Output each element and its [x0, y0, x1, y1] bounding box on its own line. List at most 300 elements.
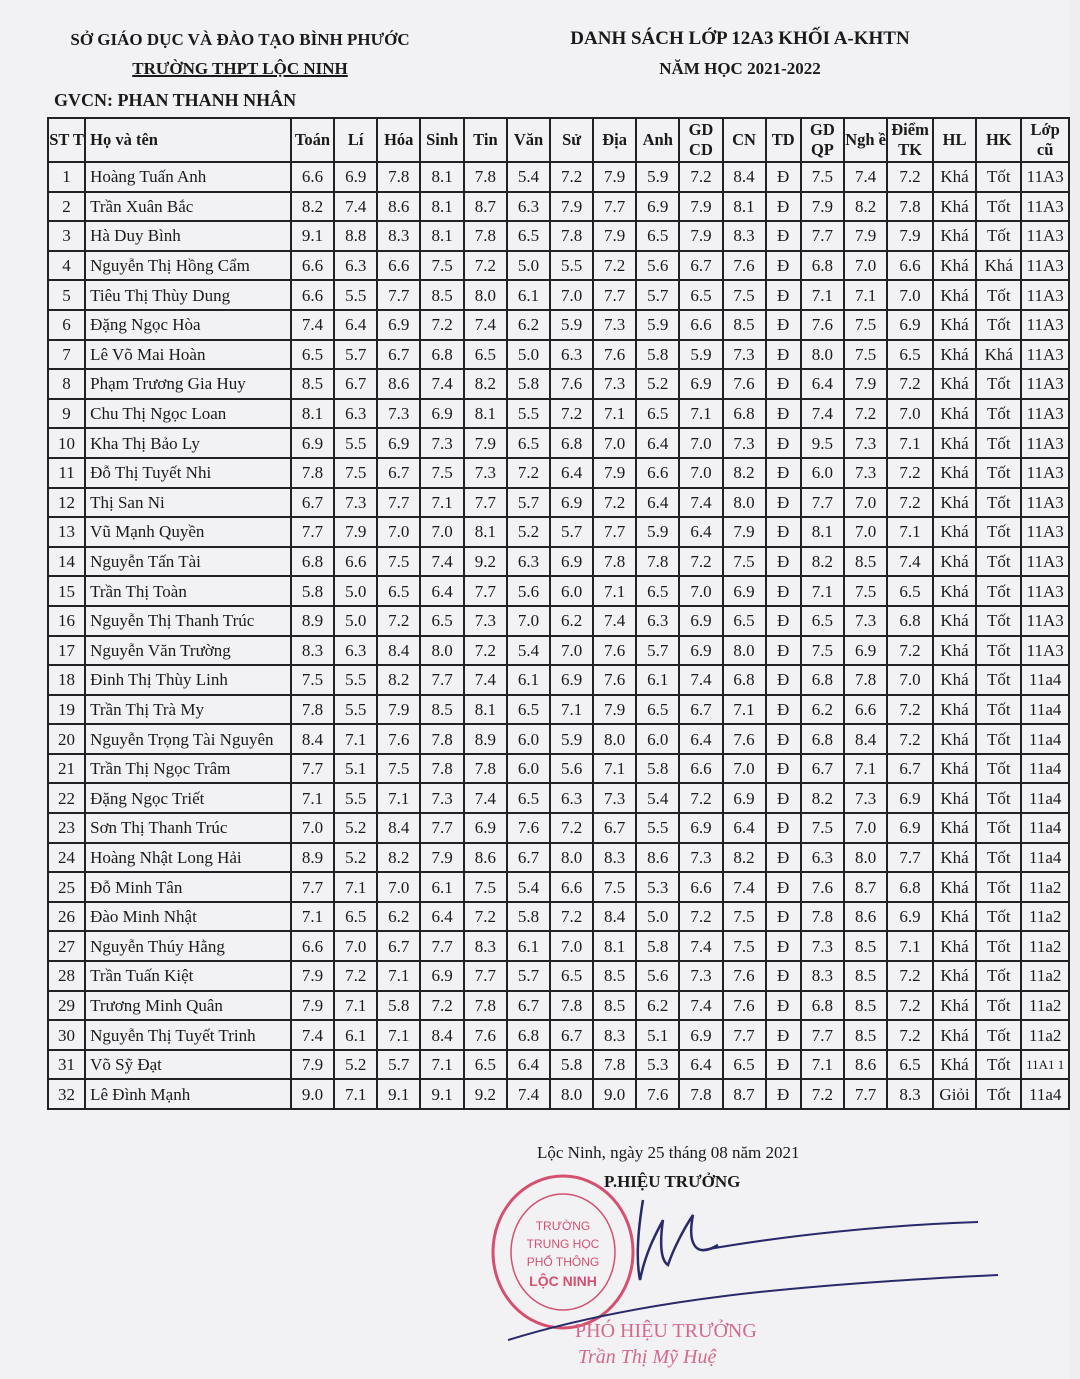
- grade-cell: 7.0: [887, 665, 933, 695]
- grade-cell: 7.6: [723, 991, 766, 1021]
- grade-cell: 7.9: [887, 221, 933, 251]
- grade-cell: 6.3: [801, 843, 844, 873]
- signing-date: Lộc Ninh, ngày 25 tháng 08 năm 2021: [537, 1143, 800, 1162]
- grade-cell: Đ: [766, 162, 801, 192]
- document-title: DANH SÁCH LỚP 12A3 KHỐI A-KHTN: [570, 28, 910, 49]
- grade-cell: 6.9: [420, 399, 463, 429]
- column-header: Điểm TK: [887, 118, 933, 162]
- grade-cell: 6.5: [636, 695, 679, 725]
- grade-cell: 7.5: [377, 754, 420, 784]
- grade-cell: Đ: [766, 724, 801, 754]
- grade-cell: 7.7: [464, 488, 507, 518]
- stamp-signer-name: Trần Thị Mỹ Huệ: [578, 1346, 717, 1368]
- grade-cell: 6.0: [801, 458, 844, 488]
- grade-cell: 7.1: [334, 872, 377, 902]
- table-row: [48, 931, 1069, 961]
- grade-cell: 7.2: [550, 902, 593, 932]
- grade-cell: Đ: [766, 280, 801, 310]
- grade-cell: 8.2: [723, 458, 766, 488]
- grade-cell: 8.6: [464, 843, 507, 873]
- grade-cell: 7.4: [420, 369, 463, 399]
- signer-role: P.HIỆU TRƯỞNG: [604, 1172, 741, 1191]
- grade-cell: Khá: [933, 221, 976, 251]
- grade-cell: 5.7: [377, 1050, 420, 1080]
- grade-cell: 7.4: [291, 310, 335, 340]
- grade-cell: 6.6: [291, 931, 335, 961]
- grade-cell: 8.4: [844, 724, 887, 754]
- grade-cell: 11a2: [1021, 902, 1069, 932]
- grade-cell: 6.8: [801, 251, 844, 281]
- grade-cell: 7.2: [844, 399, 887, 429]
- grade-cell: 6.5: [887, 1050, 933, 1080]
- table-header-row: [48, 118, 1069, 162]
- grade-cell: 6.9: [887, 783, 933, 813]
- table-row: [48, 162, 1069, 192]
- grade-cell: Tốt: [976, 280, 1021, 310]
- grade-cell: 7.6: [593, 665, 636, 695]
- grade-cell: 8.9: [291, 606, 335, 636]
- row-number: 19: [48, 695, 85, 725]
- student-name: Nguyễn Văn Trường: [85, 636, 291, 666]
- grade-cell: 7.7: [377, 280, 420, 310]
- grade-cell: 6.5: [679, 280, 722, 310]
- grade-cell: 7.6: [723, 251, 766, 281]
- grade-cell: 7.3: [464, 458, 507, 488]
- school-year: NĂM HỌC 2021-2022: [659, 59, 821, 78]
- grade-cell: 7.2: [887, 162, 933, 192]
- row-number: 5: [48, 280, 85, 310]
- grade-cell: 6.7: [507, 991, 550, 1021]
- grade-cell: 6.1: [334, 1020, 377, 1050]
- grade-cell: 7.4: [679, 665, 722, 695]
- column-header: GD CD: [679, 118, 722, 162]
- grade-cell: 6.3: [507, 192, 550, 222]
- grade-cell: Khá: [933, 517, 976, 547]
- grade-cell: 6.2: [550, 606, 593, 636]
- grade-cell: 6.1: [636, 665, 679, 695]
- grade-cell: 6.6: [636, 458, 679, 488]
- student-name: Thị San Ni: [85, 488, 291, 518]
- grade-cell: 8.5: [291, 369, 335, 399]
- grade-cell: 6.6: [334, 547, 377, 577]
- row-number: 30: [48, 1020, 85, 1050]
- grade-cell: 6.5: [723, 1050, 766, 1080]
- grade-cell: 7.1: [801, 576, 844, 606]
- grade-cell: Đ: [766, 547, 801, 577]
- grade-cell: 6.4: [679, 517, 722, 547]
- column-header: GD QP: [801, 118, 844, 162]
- grade-cell: 8.2: [723, 843, 766, 873]
- grade-cell: Đ: [766, 1079, 801, 1109]
- grade-cell: 7.2: [550, 399, 593, 429]
- grade-cell: 7.3: [593, 369, 636, 399]
- student-name: Nguyễn Thị Tuyết Trinh: [85, 1020, 291, 1050]
- grade-cell: 7.0: [887, 280, 933, 310]
- table-row: [48, 1079, 1069, 1109]
- grade-cell: Khá: [933, 399, 976, 429]
- grade-cell: 7.0: [723, 754, 766, 784]
- grade-cell: 6.6: [291, 162, 335, 192]
- grade-cell: 7.7: [593, 517, 636, 547]
- grade-cell: 7.7: [291, 754, 335, 784]
- grade-cell: 7.7: [593, 280, 636, 310]
- grade-cell: 8.7: [464, 192, 507, 222]
- column-header: HK: [976, 118, 1021, 162]
- table-row: [48, 872, 1069, 902]
- grade-cell: 11A3: [1021, 251, 1069, 281]
- grade-cell: 6.1: [507, 665, 550, 695]
- grade-cell: 8.9: [291, 843, 335, 873]
- grade-cell: 6.9: [679, 813, 722, 843]
- student-name: Trần Xuân Bắc: [85, 192, 291, 222]
- grade-cell: 6.5: [723, 606, 766, 636]
- grade-cell: 5.9: [636, 310, 679, 340]
- student-name: Nguyễn Tấn Tài: [85, 547, 291, 577]
- grade-cell: 7.5: [844, 576, 887, 606]
- grade-cell: 6.9: [723, 576, 766, 606]
- grade-cell: 6.5: [636, 576, 679, 606]
- grade-cell: Tốt: [976, 636, 1021, 666]
- grade-cell: Tốt: [976, 813, 1021, 843]
- grade-cell: 7.0: [550, 280, 593, 310]
- grade-cell: 11A3: [1021, 162, 1069, 192]
- grade-cell: Khá: [933, 931, 976, 961]
- grade-cell: 7.1: [887, 517, 933, 547]
- grade-cell: Tốt: [976, 517, 1021, 547]
- grade-cell: 7.1: [291, 783, 335, 813]
- grade-cell: 7.1: [801, 1050, 844, 1080]
- table-row: [48, 547, 1069, 577]
- grade-cell: Đ: [766, 1020, 801, 1050]
- grade-cell: 7.2: [507, 458, 550, 488]
- table-row: [48, 991, 1069, 1021]
- row-number: 15: [48, 576, 85, 606]
- student-name: Nguyễn Thị Hồng Cẩm: [85, 251, 291, 281]
- grade-cell: 5.4: [636, 783, 679, 813]
- student-name: Vũ Mạnh Quyền: [85, 517, 291, 547]
- grade-cell: 7.8: [593, 1050, 636, 1080]
- grade-cell: 5.2: [334, 813, 377, 843]
- grade-cell: 5.3: [636, 1050, 679, 1080]
- grade-cell: 11A3: [1021, 340, 1069, 370]
- grade-cell: 7.2: [887, 1020, 933, 1050]
- grade-cell: 6.9: [679, 636, 722, 666]
- grade-cell: 6.1: [507, 280, 550, 310]
- grade-cell: 7.3: [593, 783, 636, 813]
- grade-cell: 7.2: [887, 636, 933, 666]
- grade-cell: 7.8: [801, 902, 844, 932]
- grade-cell: 11a4: [1021, 724, 1069, 754]
- grade-cell: 11a2: [1021, 961, 1069, 991]
- student-name: Hà Duy Bình: [85, 221, 291, 251]
- grade-cell: 6.8: [801, 665, 844, 695]
- grade-cell: 7.8: [887, 192, 933, 222]
- grade-cell: 11A1 1: [1021, 1050, 1069, 1080]
- grade-cell: 7.3: [723, 340, 766, 370]
- grade-cell: 6.0: [507, 724, 550, 754]
- svg-text:LỘC NINH: LỘC NINH: [529, 1273, 597, 1289]
- grade-cell: Tốt: [976, 931, 1021, 961]
- grade-cell: 6.9: [723, 783, 766, 813]
- row-number: 7: [48, 340, 85, 370]
- student-name: Trần Thị Toàn: [85, 576, 291, 606]
- grade-cell: 7.0: [377, 517, 420, 547]
- grade-cell: 7.6: [636, 1079, 679, 1109]
- grade-cell: 7.5: [801, 813, 844, 843]
- grade-cell: 5.6: [636, 961, 679, 991]
- grade-cell: Khá: [933, 428, 976, 458]
- grade-cell: 6.0: [550, 576, 593, 606]
- grade-cell: 11A3: [1021, 606, 1069, 636]
- grade-cell: Đ: [766, 665, 801, 695]
- grade-cell: 8.3: [291, 636, 335, 666]
- grade-cell: 7.2: [887, 488, 933, 518]
- grade-cell: 11A3: [1021, 458, 1069, 488]
- grade-cell: 7.8: [464, 221, 507, 251]
- grade-cell: 7.3: [679, 961, 722, 991]
- grade-cell: 8.1: [420, 192, 463, 222]
- grade-cell: 6.6: [377, 251, 420, 281]
- grade-cell: 6.8: [507, 1020, 550, 1050]
- grade-cell: 5.5: [334, 665, 377, 695]
- grade-cell: 7.9: [593, 458, 636, 488]
- grade-cell: 6.9: [377, 428, 420, 458]
- student-name: Trần Tuấn Kiệt: [85, 961, 291, 991]
- grade-cell: 7.9: [291, 991, 335, 1021]
- table-row: [48, 902, 1069, 932]
- grade-cell: 7.7: [377, 488, 420, 518]
- grade-cell: 6.7: [377, 931, 420, 961]
- grade-cell: 5.5: [507, 399, 550, 429]
- grade-cell: 6.7: [801, 754, 844, 784]
- grade-cell: 5.6: [550, 754, 593, 784]
- table-row: [48, 813, 1069, 843]
- grade-cell: 7.9: [550, 192, 593, 222]
- row-number: 25: [48, 872, 85, 902]
- grade-cell: 8.4: [723, 162, 766, 192]
- row-number: 12: [48, 488, 85, 518]
- student-name: Trương Minh Quân: [85, 991, 291, 1021]
- grade-cell: 7.4: [723, 872, 766, 902]
- grade-cell: 6.8: [723, 665, 766, 695]
- grade-cell: Đ: [766, 576, 801, 606]
- grade-cell: 7.2: [679, 783, 722, 813]
- grade-cell: 7.4: [593, 606, 636, 636]
- grade-cell: 6.2: [636, 991, 679, 1021]
- grade-cell: 7.1: [334, 991, 377, 1021]
- grade-cell: 7.3: [420, 783, 463, 813]
- grade-cell: 6.6: [291, 251, 335, 281]
- grade-cell: 7.3: [464, 606, 507, 636]
- grade-cell: 6.9: [887, 813, 933, 843]
- grade-cell: 7.8: [420, 754, 463, 784]
- grade-cell: 9.1: [291, 221, 335, 251]
- student-name: Lê Võ Mai Hoàn: [85, 340, 291, 370]
- grade-cell: 8.2: [377, 665, 420, 695]
- grade-cell: 7.9: [844, 221, 887, 251]
- grade-cell: 5.8: [507, 902, 550, 932]
- row-number: 29: [48, 991, 85, 1021]
- grade-cell: Đ: [766, 192, 801, 222]
- grade-cell: 7.1: [291, 902, 335, 932]
- grade-cell: 6.8: [887, 606, 933, 636]
- grade-cell: 7.9: [464, 428, 507, 458]
- grade-cell: 7.0: [377, 872, 420, 902]
- grade-cell: Đ: [766, 428, 801, 458]
- grade-cell: Khá: [933, 576, 976, 606]
- grade-cell: 7.8: [291, 695, 335, 725]
- grade-cell: 6.9: [550, 488, 593, 518]
- grade-cell: Tốt: [976, 162, 1021, 192]
- grade-cell: 8.1: [723, 192, 766, 222]
- grade-cell: 6.3: [550, 783, 593, 813]
- grade-cell: 9.2: [464, 547, 507, 577]
- grade-cell: 7.8: [593, 547, 636, 577]
- grade-cell: Khá: [933, 724, 976, 754]
- grade-cell: 7.8: [464, 991, 507, 1021]
- grade-cell: 6.9: [291, 428, 335, 458]
- stamp-signer-title: PHÓ HIỆU TRƯỞNG: [575, 1320, 757, 1342]
- row-number: 22: [48, 783, 85, 813]
- grade-cell: 8.8: [334, 221, 377, 251]
- grade-cell: 7.4: [679, 488, 722, 518]
- grade-cell: 7.2: [887, 961, 933, 991]
- grade-cell: Tốt: [976, 872, 1021, 902]
- grade-cell: 7.8: [377, 162, 420, 192]
- grade-cell: 11a4: [1021, 665, 1069, 695]
- column-header: Anh: [636, 118, 679, 162]
- grade-cell: 8.2: [844, 192, 887, 222]
- grade-cell: Đ: [766, 340, 801, 370]
- row-number: 26: [48, 902, 85, 932]
- grade-cell: 8.5: [844, 547, 887, 577]
- student-name: Võ Sỹ Đạt: [85, 1050, 291, 1080]
- grade-cell: 7.1: [593, 576, 636, 606]
- grade-cell: Tốt: [976, 369, 1021, 399]
- student-name: Sơn Thị Thanh Trúc: [85, 813, 291, 843]
- grade-cell: 7.2: [887, 724, 933, 754]
- grade-cell: Tốt: [976, 991, 1021, 1021]
- table-row: [48, 1050, 1069, 1080]
- grade-cell: 6.2: [801, 695, 844, 725]
- grade-cell: 7.4: [464, 310, 507, 340]
- grade-cell: 6.8: [291, 547, 335, 577]
- grade-cell: Khá: [933, 310, 976, 340]
- table-row: [48, 192, 1069, 222]
- grade-cell: Khá: [933, 813, 976, 843]
- grade-cell: 7.5: [801, 636, 844, 666]
- grade-cell: 8.2: [801, 547, 844, 577]
- grade-cell: 7.1: [377, 783, 420, 813]
- student-name: Đỗ Thị Tuyết Nhi: [85, 458, 291, 488]
- grade-cell: Đ: [766, 754, 801, 784]
- row-number: 32: [48, 1079, 85, 1109]
- grade-cell: 8.3: [723, 221, 766, 251]
- grade-cell: 11a2: [1021, 1020, 1069, 1050]
- grade-cell: 6.3: [550, 340, 593, 370]
- grade-cell: 6.9: [550, 665, 593, 695]
- grade-cell: 5.1: [636, 1020, 679, 1050]
- table-row: [48, 636, 1069, 666]
- grade-cell: 7.7: [801, 221, 844, 251]
- grade-cell: 8.0: [723, 636, 766, 666]
- grade-cell: 8.4: [377, 813, 420, 843]
- grade-cell: 7.3: [334, 488, 377, 518]
- grade-cell: 7.5: [291, 665, 335, 695]
- grade-cell: Đ: [766, 636, 801, 666]
- grade-cell: Đ: [766, 369, 801, 399]
- grade-cell: 8.1: [464, 517, 507, 547]
- grade-cell: 8.2: [377, 843, 420, 873]
- grade-cell: Đ: [766, 695, 801, 725]
- grade-cell: 9.1: [377, 1079, 420, 1109]
- table-row: [48, 576, 1069, 606]
- grade-cell: Đ: [766, 813, 801, 843]
- grade-cell: 7.7: [723, 1020, 766, 1050]
- grade-cell: 6.3: [334, 399, 377, 429]
- grade-cell: 8.6: [377, 192, 420, 222]
- grade-cell: 7.5: [723, 902, 766, 932]
- table-row: [48, 754, 1069, 784]
- grade-cell: 7.0: [550, 931, 593, 961]
- grade-cell: 8.1: [420, 162, 463, 192]
- grade-cell: 11A3: [1021, 547, 1069, 577]
- grade-cell: 7.6: [550, 369, 593, 399]
- grade-cell: 6.2: [377, 902, 420, 932]
- grade-cell: 6.4: [507, 1050, 550, 1080]
- grade-cell: 5.7: [550, 517, 593, 547]
- table-body: [48, 162, 1069, 1109]
- grade-cell: 7.1: [593, 754, 636, 784]
- grade-cell: Khá: [933, 961, 976, 991]
- grade-cell: 6.5: [507, 428, 550, 458]
- grade-cell: 8.5: [420, 695, 463, 725]
- grade-cell: 7.9: [844, 369, 887, 399]
- grade-cell: Đ: [766, 399, 801, 429]
- grade-cell: Đ: [766, 783, 801, 813]
- grade-cell: 7.2: [593, 488, 636, 518]
- row-number: 21: [48, 754, 85, 784]
- grade-cell: 7.2: [887, 695, 933, 725]
- grade-cell: 7.3: [377, 399, 420, 429]
- grade-cell: Khá: [933, 488, 976, 518]
- grade-cell: 6.7: [887, 754, 933, 784]
- table-row: [48, 310, 1069, 340]
- grade-cell: 6.5: [801, 606, 844, 636]
- grade-cell: 7.3: [844, 783, 887, 813]
- grade-cell: 8.0: [593, 724, 636, 754]
- grade-cell: 7.6: [593, 636, 636, 666]
- grade-cell: 6.7: [679, 251, 722, 281]
- grade-cell: Đ: [766, 221, 801, 251]
- grade-cell: 7.7: [291, 872, 335, 902]
- grade-cell: 7.4: [420, 547, 463, 577]
- grade-cell: 8.2: [801, 783, 844, 813]
- table-row: [48, 961, 1069, 991]
- column-header: ST T: [48, 118, 85, 162]
- grade-cell: Tốt: [976, 399, 1021, 429]
- grade-cell: Khá: [933, 843, 976, 873]
- row-number: 24: [48, 843, 85, 873]
- grade-cell: 6.6: [291, 280, 335, 310]
- table-row: [48, 724, 1069, 754]
- grade-cell: 7.6: [801, 310, 844, 340]
- grade-cell: 6.3: [636, 606, 679, 636]
- grade-cell: 9.0: [291, 1079, 335, 1109]
- grade-cell: 7.1: [844, 280, 887, 310]
- grade-cell: Khá: [933, 192, 976, 222]
- table-row: [48, 369, 1069, 399]
